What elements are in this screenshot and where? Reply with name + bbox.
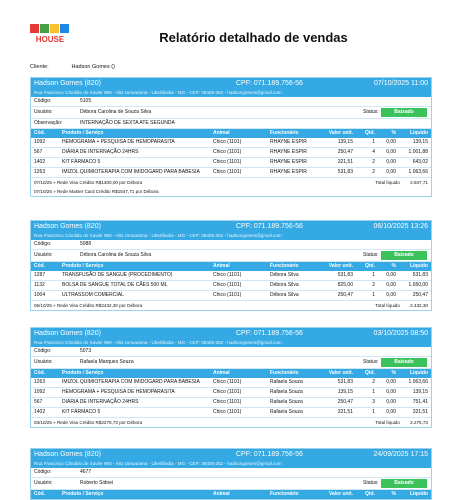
item-discount: 0,00 bbox=[386, 272, 396, 278]
item-employee: Débora Silva bbox=[270, 282, 299, 288]
item-code: 1132 bbox=[34, 282, 45, 288]
user-value: Roberto Sidnei bbox=[80, 480, 114, 486]
item-code: 567 bbox=[34, 399, 43, 405]
table-row bbox=[31, 271, 431, 281]
total-net bbox=[375, 418, 428, 427]
total-value: 2.847,71 bbox=[410, 180, 428, 185]
code-label: Código: bbox=[34, 348, 52, 354]
column-header-animal: Animal bbox=[213, 491, 230, 497]
item-product: KIT FÁRMACO 5 bbox=[62, 159, 101, 165]
item-product: ULTRASSOM COMERCIAL bbox=[62, 292, 124, 298]
total-net bbox=[375, 301, 428, 310]
item-net: 643,02 bbox=[412, 159, 428, 165]
item-unit-price: 250,47 bbox=[337, 149, 353, 155]
total-label: Total líquido bbox=[375, 420, 411, 425]
item-discount: 0,00 bbox=[386, 169, 396, 175]
item-unit-price: 250,47 bbox=[337, 399, 353, 405]
customer-name: Hadson Gomes (820) bbox=[34, 330, 101, 337]
sale-user-row bbox=[31, 478, 431, 490]
item-code: 1092 bbox=[34, 139, 46, 145]
table-row bbox=[31, 281, 431, 291]
status-badge: Baixado bbox=[381, 358, 427, 367]
customer-address: Rua Francisco Cândido de Xavier 960 - Alto Umuarama - Uberlândia - MG - CEP: 38405-352 - hadsongomes@gmail.com bbox=[31, 460, 431, 468]
total-value: 2.432,30 bbox=[410, 303, 428, 308]
item-code: 1263 bbox=[34, 169, 46, 175]
status-label: Status: bbox=[363, 480, 379, 486]
customer-address: Rua Francisco Cândido de Xavier 960 - Alto Umuarama - Uberlândia - MG - CEP: 38405-352 - hadsongomes@gmail.com bbox=[31, 339, 431, 347]
item-quantity: 3 bbox=[372, 399, 375, 405]
user-label: Usuário: bbox=[34, 480, 53, 486]
column-header-cod: Cód. bbox=[34, 491, 46, 497]
item-animal: Chico (1101) bbox=[213, 292, 242, 298]
item-discount: 0,00 bbox=[386, 282, 396, 288]
code-value: 5105 bbox=[80, 98, 92, 104]
column-header-funcionario: Funcionário bbox=[270, 263, 299, 269]
item-animal: Chico (1101) bbox=[213, 282, 242, 288]
column-header-funcionario: Funcionário bbox=[270, 491, 299, 497]
code-label: Código: bbox=[34, 469, 52, 475]
column-header-valor: Valor unit. bbox=[328, 130, 353, 136]
user-value: Débora Carolina de Souza Silva bbox=[80, 109, 152, 115]
sale-observation-row bbox=[31, 119, 431, 129]
item-discount: 0,00 bbox=[386, 139, 396, 145]
sale-card bbox=[30, 327, 432, 428]
total-label: Total líquido bbox=[375, 303, 411, 308]
items-table-header bbox=[31, 262, 431, 271]
item-animal: Chico (1101) bbox=[213, 139, 242, 145]
payment-text: 07/10/25 » Rede Master Card Crédito R$1547,71 por Débora bbox=[34, 189, 159, 194]
payment-line bbox=[31, 418, 431, 427]
sale-header bbox=[31, 449, 431, 460]
payment-line bbox=[31, 187, 431, 196]
item-net: 1.063,66 bbox=[408, 379, 428, 385]
item-employee: Rafaela Souza bbox=[270, 409, 303, 415]
column-header-cod: Cód. bbox=[34, 370, 46, 376]
column-header-animal: Animal bbox=[213, 263, 230, 269]
item-net: 531,83 bbox=[412, 272, 428, 278]
item-animal: Chico (1101) bbox=[213, 399, 242, 405]
item-employee: Rafaela Souza bbox=[270, 389, 303, 395]
item-employee: RHAYNE ESPIR bbox=[270, 169, 307, 175]
item-animal: Chico (1101) bbox=[213, 379, 242, 385]
item-code: 1287 bbox=[34, 272, 46, 278]
sale-code-row bbox=[31, 97, 431, 107]
column-header-qtd: Qtd. bbox=[365, 491, 375, 497]
payment-text: 03/10/25 » Rede Visa Crédito R$2275,73 por Débora bbox=[34, 420, 143, 425]
column-header-cod: Cód. bbox=[34, 263, 46, 269]
item-code: 1263 bbox=[34, 379, 46, 385]
client-label: Cliente: bbox=[30, 64, 49, 70]
column-header-qtd: Qtd. bbox=[365, 130, 375, 136]
code-value: 4677 bbox=[80, 469, 92, 475]
sale-card bbox=[30, 448, 432, 500]
item-employee: Rafaela Souza bbox=[270, 379, 303, 385]
item-employee: Débora Silva bbox=[270, 272, 299, 278]
column-header-valor: Valor unit. bbox=[328, 491, 353, 497]
item-product: HEMOGRAMA + PESQUISA DE HEMOPARASITA bbox=[62, 139, 175, 145]
item-quantity: 1 bbox=[372, 409, 375, 415]
item-product: BOLSA DE SANGUE TOTAL DE CÃES 500 ML bbox=[62, 282, 168, 288]
column-header-desc: % bbox=[391, 491, 396, 497]
column-header-produto: Produto / Serviço bbox=[62, 370, 104, 376]
item-unit-price: 139,15 bbox=[337, 139, 353, 145]
items-table-header bbox=[31, 129, 431, 138]
column-header-funcionario: Funcionário bbox=[270, 130, 299, 136]
column-header-cod: Cód. bbox=[34, 130, 46, 136]
item-employee: RHAYNE ESPIR bbox=[270, 159, 307, 165]
item-unit-price: 139,15 bbox=[337, 389, 353, 395]
sale-header bbox=[31, 78, 431, 89]
item-unit-price: 531,83 bbox=[337, 272, 353, 278]
sale-date: 07/10/2025 11:00 bbox=[374, 80, 428, 87]
item-code: 1092 bbox=[34, 389, 46, 395]
payment-text: 07/10/25 » Rede Visa Crédito R$1300,00 por Débora bbox=[34, 180, 143, 185]
status-label: Status: bbox=[363, 252, 379, 258]
item-code: 567 bbox=[34, 149, 43, 155]
item-product: DIÁRIA DE INTERNAÇÃO 24HRS bbox=[62, 149, 139, 155]
item-animal: Chico (1101) bbox=[213, 389, 242, 395]
column-header-desc: % bbox=[391, 370, 396, 376]
customer-address: Rua Francisco Cândido de Xavier 960 - Alto Umuarama - Uberlândia - MG - CEP: 38405-352 - hadsongomes@gmail.com bbox=[31, 89, 431, 97]
table-row bbox=[31, 291, 431, 301]
item-quantity: 1 bbox=[372, 272, 375, 278]
column-header-desc: % bbox=[391, 130, 396, 136]
column-header-produto: Produto / Serviço bbox=[62, 491, 104, 497]
sale-header bbox=[31, 221, 431, 232]
column-header-produto: Produto / Serviço bbox=[62, 130, 104, 136]
user-label: Usuário: bbox=[34, 109, 53, 115]
item-animal: Chico (1101) bbox=[213, 409, 242, 415]
code-label: Código: bbox=[34, 241, 52, 247]
item-unit-price: 321,51 bbox=[337, 159, 353, 165]
item-unit-price: 531,83 bbox=[337, 379, 353, 385]
item-employee: RHAYNE ESPIR bbox=[270, 149, 307, 155]
sale-card bbox=[30, 77, 432, 197]
item-employee: Débora Silva bbox=[270, 292, 299, 298]
user-value: Rafaela Marques Souza bbox=[80, 359, 134, 365]
item-unit-price: 321,51 bbox=[337, 409, 353, 415]
items-table-header bbox=[31, 369, 431, 378]
column-header-liquido: Líquido bbox=[409, 370, 428, 376]
item-net: 321,51 bbox=[412, 409, 428, 415]
user-value: Débora Carolina de Souza Silva bbox=[80, 252, 152, 258]
status-badge: Baixado bbox=[381, 108, 427, 117]
total-net bbox=[375, 178, 428, 187]
status-badge: Baixado bbox=[381, 479, 427, 488]
column-header-valor: Valor unit. bbox=[328, 263, 353, 269]
observation-value: INTERNAÇÃO DE SEXTA ATE SEGUNDA bbox=[80, 120, 175, 126]
total-label: Total líquido bbox=[375, 180, 411, 185]
customer-name: Hadson Gomes (820) bbox=[34, 80, 101, 87]
customer-name: Hadson Gomes (820) bbox=[34, 223, 101, 230]
item-code: 1402 bbox=[34, 159, 46, 165]
item-product: IMIZOL QUIMIOTERAPIA COM IMIDOGARD PARA BABESIA bbox=[62, 169, 200, 175]
item-net: 751,41 bbox=[412, 399, 428, 405]
item-discount: 0,00 bbox=[386, 159, 396, 165]
sale-date: 06/10/2025 13:26 bbox=[373, 223, 428, 230]
sale-date: 03/10/2025 08:50 bbox=[373, 330, 428, 337]
column-header-liquido: Líquido bbox=[409, 130, 428, 136]
table-row bbox=[31, 158, 431, 168]
table-row bbox=[31, 138, 431, 148]
sale-code-row bbox=[31, 347, 431, 357]
item-unit-price: 531,83 bbox=[337, 169, 353, 175]
user-label: Usuário: bbox=[34, 252, 53, 258]
table-row bbox=[31, 388, 431, 398]
table-row bbox=[31, 408, 431, 418]
item-animal: Chico (1101) bbox=[213, 272, 242, 278]
item-quantity: 2 bbox=[372, 159, 375, 165]
status-label: Status: bbox=[363, 359, 379, 365]
customer-cpf: CPF: 071.189.756-56 bbox=[236, 223, 303, 230]
item-net: 250,47 bbox=[412, 292, 428, 298]
item-discount: 0,00 bbox=[386, 389, 396, 395]
client-line bbox=[30, 64, 115, 70]
column-header-produto: Produto / Serviço bbox=[62, 263, 104, 269]
code-value: 5088 bbox=[80, 241, 92, 247]
sale-header bbox=[31, 328, 431, 339]
status-label: Status: bbox=[363, 109, 379, 115]
payment-line bbox=[31, 301, 431, 310]
payment-text: 06/10/25 » Rede Visa Crédito R$2432,30 por Débora bbox=[34, 303, 143, 308]
table-row bbox=[31, 168, 431, 178]
sale-user-row bbox=[31, 250, 431, 262]
item-discount: 0,00 bbox=[386, 149, 396, 155]
item-code: 1402 bbox=[34, 409, 46, 415]
column-header-desc: % bbox=[391, 263, 396, 269]
table-row bbox=[31, 398, 431, 408]
table-row bbox=[31, 378, 431, 388]
item-quantity: 1 bbox=[372, 292, 375, 298]
customer-cpf: CPF: 071.189.756-56 bbox=[236, 451, 303, 458]
sale-card bbox=[30, 220, 432, 311]
item-unit-price: 250,47 bbox=[337, 292, 353, 298]
item-product: HEMOGRAMA + PESQUISA DE HEMOPARASITA bbox=[62, 389, 175, 395]
sale-user-row bbox=[31, 107, 431, 119]
item-net: 1.063,66 bbox=[408, 169, 428, 175]
item-product: IMIZOL QUIMIOTERAPIA COM IMIDOGARD PARA BABESIA bbox=[62, 379, 200, 385]
sale-user-row bbox=[31, 357, 431, 369]
item-quantity: 2 bbox=[372, 379, 375, 385]
item-net: 1.650,00 bbox=[408, 282, 428, 288]
item-quantity: 2 bbox=[372, 169, 375, 175]
customer-cpf: CPF: 071.189.756-56 bbox=[236, 80, 303, 87]
client-value: Hadson Gomes () bbox=[71, 64, 115, 70]
item-quantity: 4 bbox=[372, 149, 375, 155]
item-discount: 0,00 bbox=[386, 399, 396, 405]
user-label: Usuário: bbox=[34, 359, 53, 365]
sale-date: 24/09/2025 17:15 bbox=[373, 451, 428, 458]
code-label: Código: bbox=[34, 98, 52, 104]
sale-code-row bbox=[31, 240, 431, 250]
items-table-header bbox=[31, 490, 431, 499]
customer-address: Rua Francisco Cândido de Xavier 960 - Alto Umuarama - Uberlândia - MG - CEP: 38405-352 - hadsongomes@gmail.com bbox=[31, 232, 431, 240]
item-net: 1.001,88 bbox=[408, 149, 428, 155]
item-product: KIT FÁRMACO 5 bbox=[62, 409, 101, 415]
logo-text: HOUSE bbox=[35, 35, 65, 44]
observation-label: Observação: bbox=[34, 120, 63, 126]
status-badge: Baixado bbox=[381, 251, 427, 260]
payment-line bbox=[31, 178, 431, 187]
table-row bbox=[31, 148, 431, 158]
customer-cpf: CPF: 071.189.756-56 bbox=[236, 330, 303, 337]
item-product: TRANSFUSÃO DE SANGUE (PROCEDIMENTO) bbox=[62, 272, 173, 278]
page-title: Relatório detalhado de vendas bbox=[159, 30, 348, 45]
item-code: 1004 bbox=[34, 292, 46, 298]
item-net: 139,15 bbox=[412, 389, 428, 395]
item-employee: RHAYNE ESPIR bbox=[270, 139, 307, 145]
item-animal: Chico (1101) bbox=[213, 169, 242, 175]
item-quantity: 2 bbox=[372, 282, 375, 288]
code-value: 5073 bbox=[80, 348, 92, 354]
item-net: 139,15 bbox=[412, 139, 428, 145]
column-header-animal: Animal bbox=[213, 130, 230, 136]
item-product: DIÁRIA DE INTERNAÇÃO 24HRS bbox=[62, 399, 139, 405]
column-header-valor: Valor unit. bbox=[328, 370, 353, 376]
sale-code-row bbox=[31, 468, 431, 478]
item-quantity: 1 bbox=[372, 389, 375, 395]
item-discount: 0,00 bbox=[386, 379, 396, 385]
column-header-funcionario: Funcionário bbox=[270, 370, 299, 376]
item-quantity: 1 bbox=[372, 139, 375, 145]
column-header-animal: Animal bbox=[213, 370, 230, 376]
item-discount: 0,00 bbox=[386, 409, 396, 415]
item-animal: Chico (1101) bbox=[213, 159, 242, 165]
total-value: 2.275,73 bbox=[410, 420, 428, 425]
column-header-qtd: Qtd. bbox=[365, 263, 375, 269]
item-unit-price: 825,00 bbox=[337, 282, 353, 288]
column-header-qtd: Qtd. bbox=[365, 370, 375, 376]
customer-name: Hadson Gomes (820) bbox=[34, 451, 101, 458]
column-header-liquido: Líquido bbox=[409, 263, 428, 269]
item-animal: Chico (1101) bbox=[213, 149, 242, 155]
item-employee: Rafaela Souza bbox=[270, 399, 303, 405]
item-discount: 0,00 bbox=[386, 292, 396, 298]
column-header-liquido: Líquido bbox=[409, 491, 428, 497]
